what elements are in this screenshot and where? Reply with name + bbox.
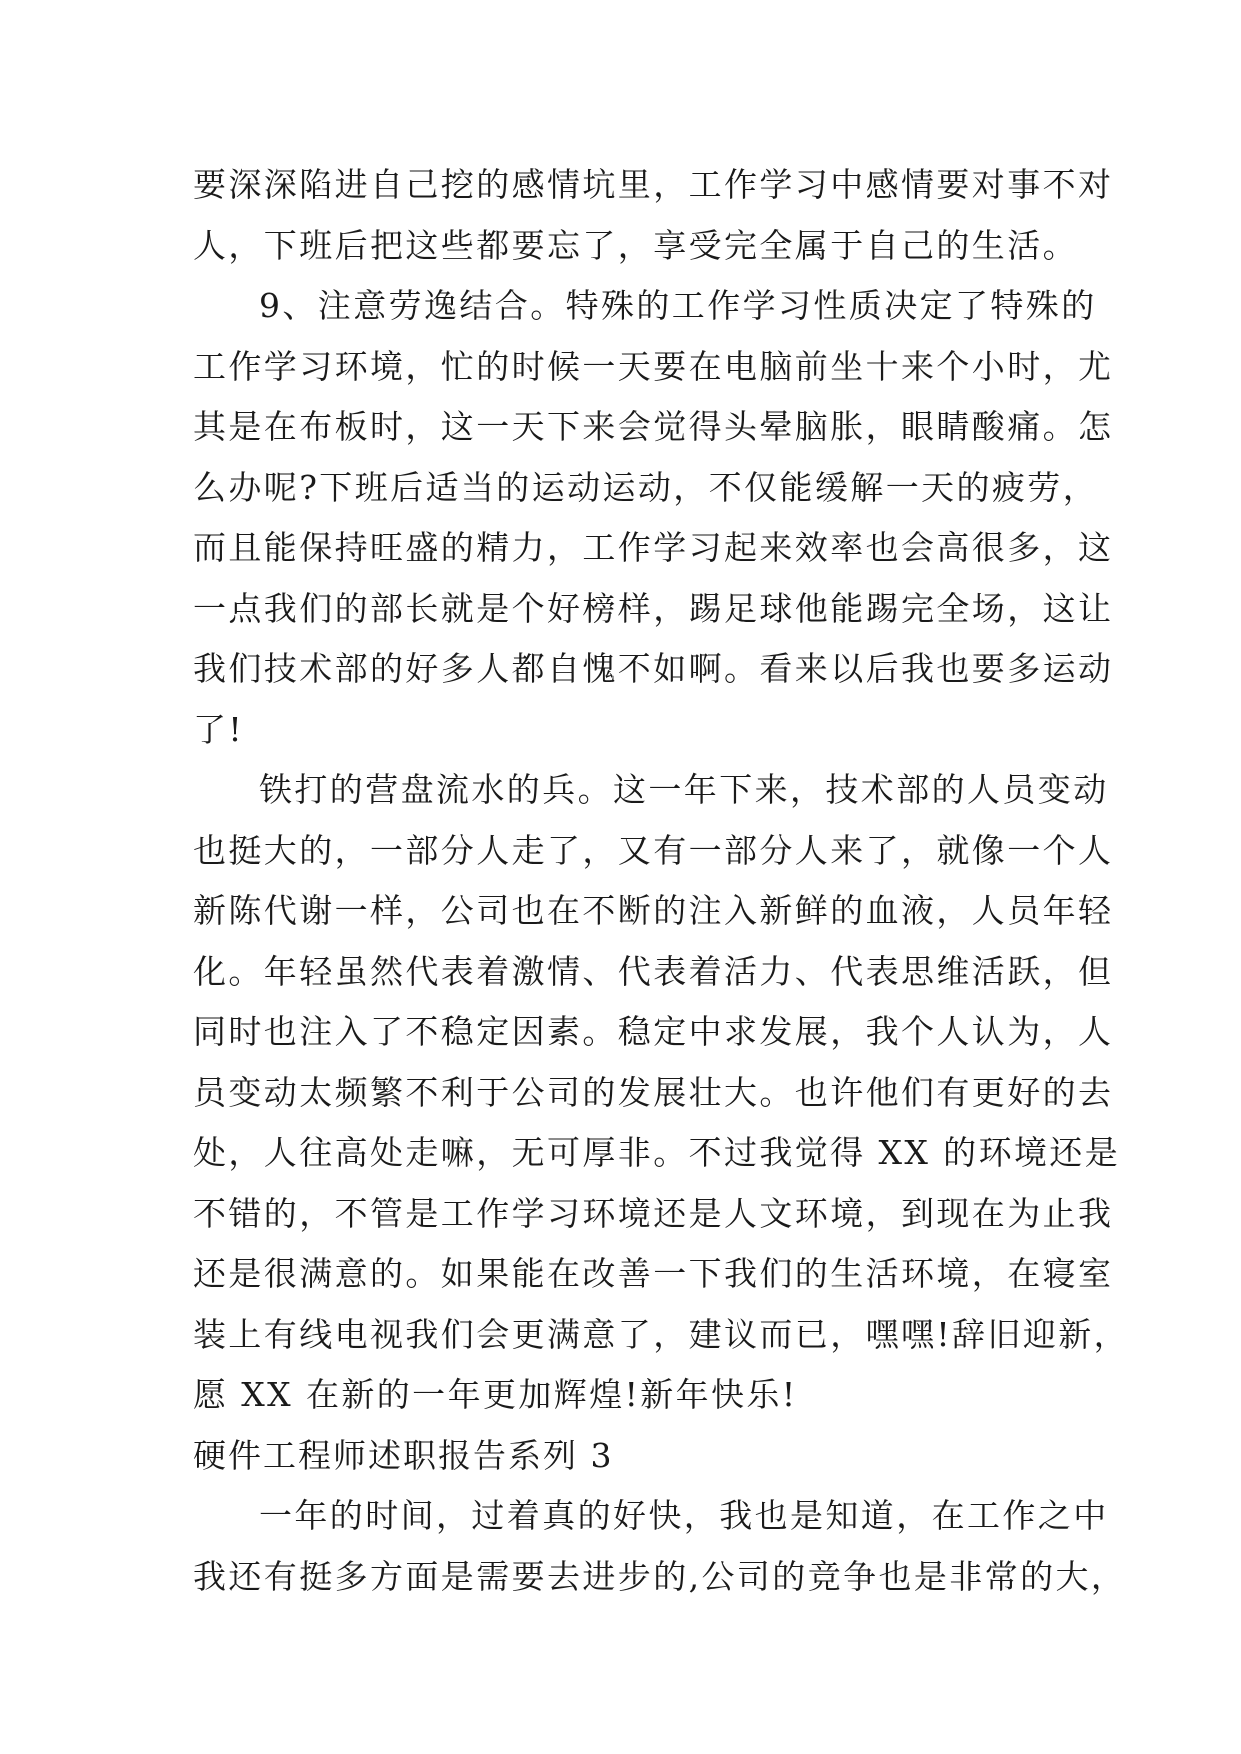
text-line: 么办呢?下班后适当的运动运动，不仅能缓解一天的疲劳， bbox=[193, 467, 1099, 507]
text-line: 还是很满意的。如果能在改善一下我们的生活环境，在寝室 bbox=[193, 1254, 1114, 1293]
text-line: 化。年轻虽然代表着激情、代表着活力、代表思维活跃，但 bbox=[193, 951, 1114, 991]
section-heading: 硬件工程师述职报告系列 3 bbox=[193, 1435, 614, 1475]
text-line: 工作学习环境，忙的时候一天要在电脑前坐十来个小时，尤 bbox=[193, 346, 1114, 386]
document-body bbox=[193, 155, 1130, 1607]
text-line: 了! bbox=[193, 709, 245, 749]
text-line: 而且能保持旺盛的精力，工作学习起来效率也会高很多，这 bbox=[193, 528, 1114, 567]
text-line: 一点我们的部长就是个好榜样，踢足球他能踢完全场，这让 bbox=[193, 588, 1114, 628]
text-line: 新陈代谢一样，公司也在不断的注入新鲜的血液，人员年轻 bbox=[193, 891, 1114, 930]
text-line: 其是在布板时，这一天下来会觉得头晕脑胀，眼睛酸痛。怎 bbox=[193, 407, 1114, 446]
paragraph-start-line: 铁打的营盘流水的兵。这一年下来，技术部的人员变动 bbox=[259, 770, 1109, 809]
paragraph-start-line: 9、注意劳逸结合。特殊的工作学习性质决定了特殊的 bbox=[259, 286, 1097, 325]
text-line: 不错的，不管是工作学习环境还是人文环境，到现在为止我 bbox=[193, 1193, 1114, 1233]
text-line: 人，下班后把这些都要忘了，享受完全属于自己的生活。 bbox=[193, 225, 1078, 265]
text-line: 同时也注入了不稳定因素。稳定中求发展，我个人认为，人 bbox=[193, 1012, 1114, 1051]
text-line: 装上有线电视我们会更满意了，建议而已，嘿嘿!辞旧迎新， bbox=[193, 1314, 1130, 1354]
text-line: 要深深陷进自己挖的感情坑里，工作学习中感情要对事不对 bbox=[193, 165, 1114, 204]
text-line: 愿 XX 在新的一年更加辉煌!新年快乐! bbox=[193, 1375, 798, 1414]
paragraph-start-line: 一年的时间，过着真的好快，我也是知道，在工作之中 bbox=[259, 1496, 1109, 1535]
text-line: 员变动太频繁不利于公司的发展壮大。也许他们有更好的去 bbox=[193, 1072, 1114, 1112]
text-line: 也挺大的，一部分人走了，又有一部分人来了，就像一个人 bbox=[193, 830, 1114, 870]
text-line: 我还有挺多方面是需要去进步的,公司的竞争也是非常的大， bbox=[193, 1556, 1127, 1596]
text-line: 处，人往高处走嘛，无可厚非。不过我觉得 XX 的环境还是 bbox=[193, 1133, 1121, 1172]
text-line: 我们技术部的好多人都自愧不如啊。看来以后我也要多运动 bbox=[193, 649, 1114, 688]
